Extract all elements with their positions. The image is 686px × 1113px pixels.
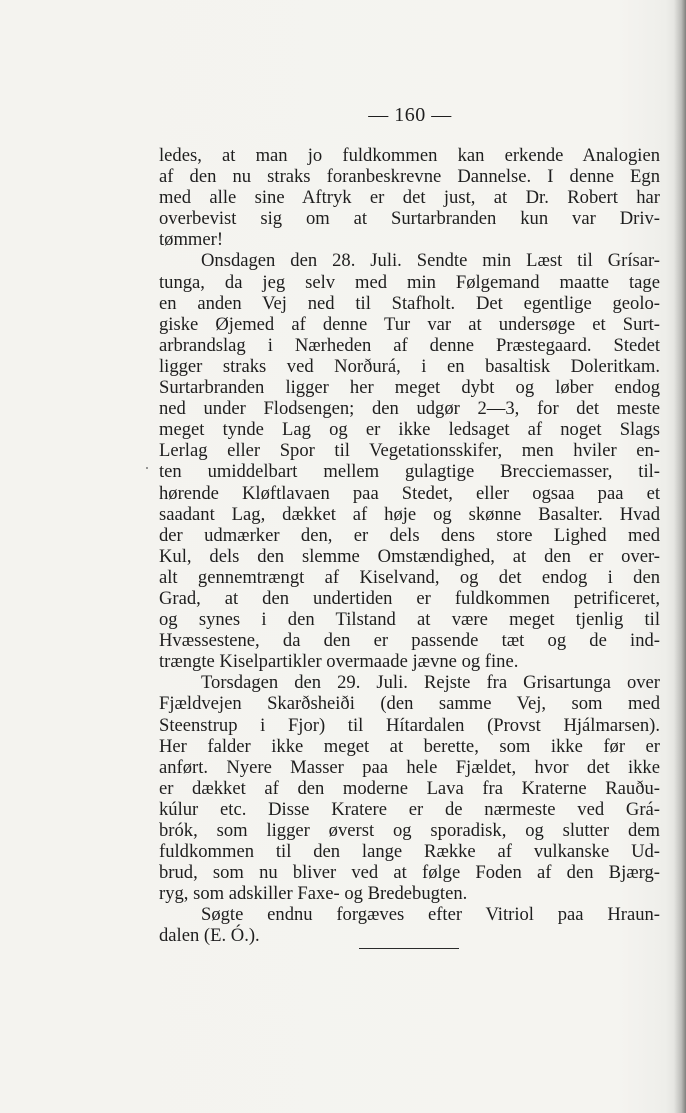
text-line: ryg, som adskiller Faxe- og Bredebugten. (159, 883, 468, 905)
text-line: med alle sine Aftryk er det just, at Dr. Robert har (159, 187, 660, 209)
text-line: hørende Kløftlavaen paa Stedet, eller ogsaa paa et (159, 482, 660, 504)
text-line: Surtarbranden ligger her meget dybt og løber endog (159, 377, 660, 399)
text-line: er dækket af den moderne Lava fra Kraterne Rauðu- (159, 777, 660, 799)
text-line: en anden Vej ned til Stafholt. Det egentlige geolo- (159, 292, 660, 314)
text-line: af den nu straks foranbeskrevne Dannelse. I denne Egn (159, 166, 660, 188)
text-line: ten umiddelbart mellem gulagtige Brecciemasser, til- (159, 461, 660, 483)
margin-mark (146, 467, 148, 469)
text-line: alt gennemtrængt af Kiselvand, og det endog i den (159, 566, 660, 588)
text-line: ledes, at man jo fuldkommen kan erkende Analogien (159, 145, 660, 166)
page-edge-shadow (674, 0, 686, 1113)
text-line: giske Øjemed af denne Tur var at undersøge et Surt- (159, 313, 660, 335)
text-line: brók, som ligger øverst og sporadisk, og slutter dem (159, 820, 660, 841)
section-rule (359, 948, 459, 949)
text-line: anført. Nyere Masser paa hele Fjældet, hvor det ikke (159, 756, 660, 778)
text-line: Torsdagen den 29. Juli. Rejste fra Grisartunga over (201, 672, 660, 694)
text-line: Onsdagen den 28. Juli. Sendte min Læst til Grísar- (201, 250, 660, 272)
text-line: saadant Lag, dækket af høje og skønne Basalter. Hvad (159, 503, 660, 525)
text-line: kúlur etc. Disse Kratere er de nærmeste ved Grá- (159, 798, 660, 820)
text-line: tunga, da jeg selv med min Følgemand maatte tage (159, 271, 660, 293)
text-line: trængte Kiselpartikler overmaade jævne og fine. (159, 651, 519, 673)
text-line: Hvæssestene, da den er passende tæt og de ind- (159, 630, 660, 652)
text-line: der udmærker den, er dels dens store Lighed med (159, 524, 660, 546)
text-line: arbrandslag i Nærheden af denne Præstegaard. Stedet (159, 334, 660, 356)
text-line: tømmer! (159, 229, 224, 251)
text-line: meget tynde Lag og er ikke ledsaget af noget Slags (159, 419, 660, 441)
text-line: ned under Flodsengen; den udgør 2—3, for det meste (159, 398, 660, 420)
text-line: Her falder ikke meget at berette, som ikke før er (159, 735, 660, 757)
text-line: overbevist sig om at Surtarbranden kun var Driv- (159, 208, 660, 230)
text-line: Fjældvejen Skarðsheiði (den samme Vej, som med (159, 693, 660, 715)
text-line: brud, som nu bliver ved at følge Foden af den Bjærg- (159, 862, 660, 884)
text-line: og synes i den Tilstand at være meget tjenlig til (159, 609, 660, 631)
text-line: Steenstrup i Fjor) til Hítardalen (Provst Hjálmarsen). (159, 714, 660, 736)
page-number: — 160 — (368, 104, 452, 126)
body-text (159, 145, 660, 947)
text-line: dalen (E. Ó.). (159, 925, 260, 947)
text-line: ligger straks ved Norðurá, i en basaltisk Doleritkam. (159, 355, 660, 377)
text-line: Lerlag eller Spor til Vegetationsskifer, men hviler en- (159, 440, 660, 462)
text-line: Kul, dels den slemme Omstændighed, at den er over- (159, 545, 660, 567)
text-line: fuldkommen til den lange Række af vulkanske Ud- (159, 841, 660, 863)
text-line: Søgte endnu forgæves efter Vitriol paa Hraun- (201, 904, 660, 926)
text-line: Grad, at den undertiden er fuldkommen petrificeret, (159, 587, 660, 609)
